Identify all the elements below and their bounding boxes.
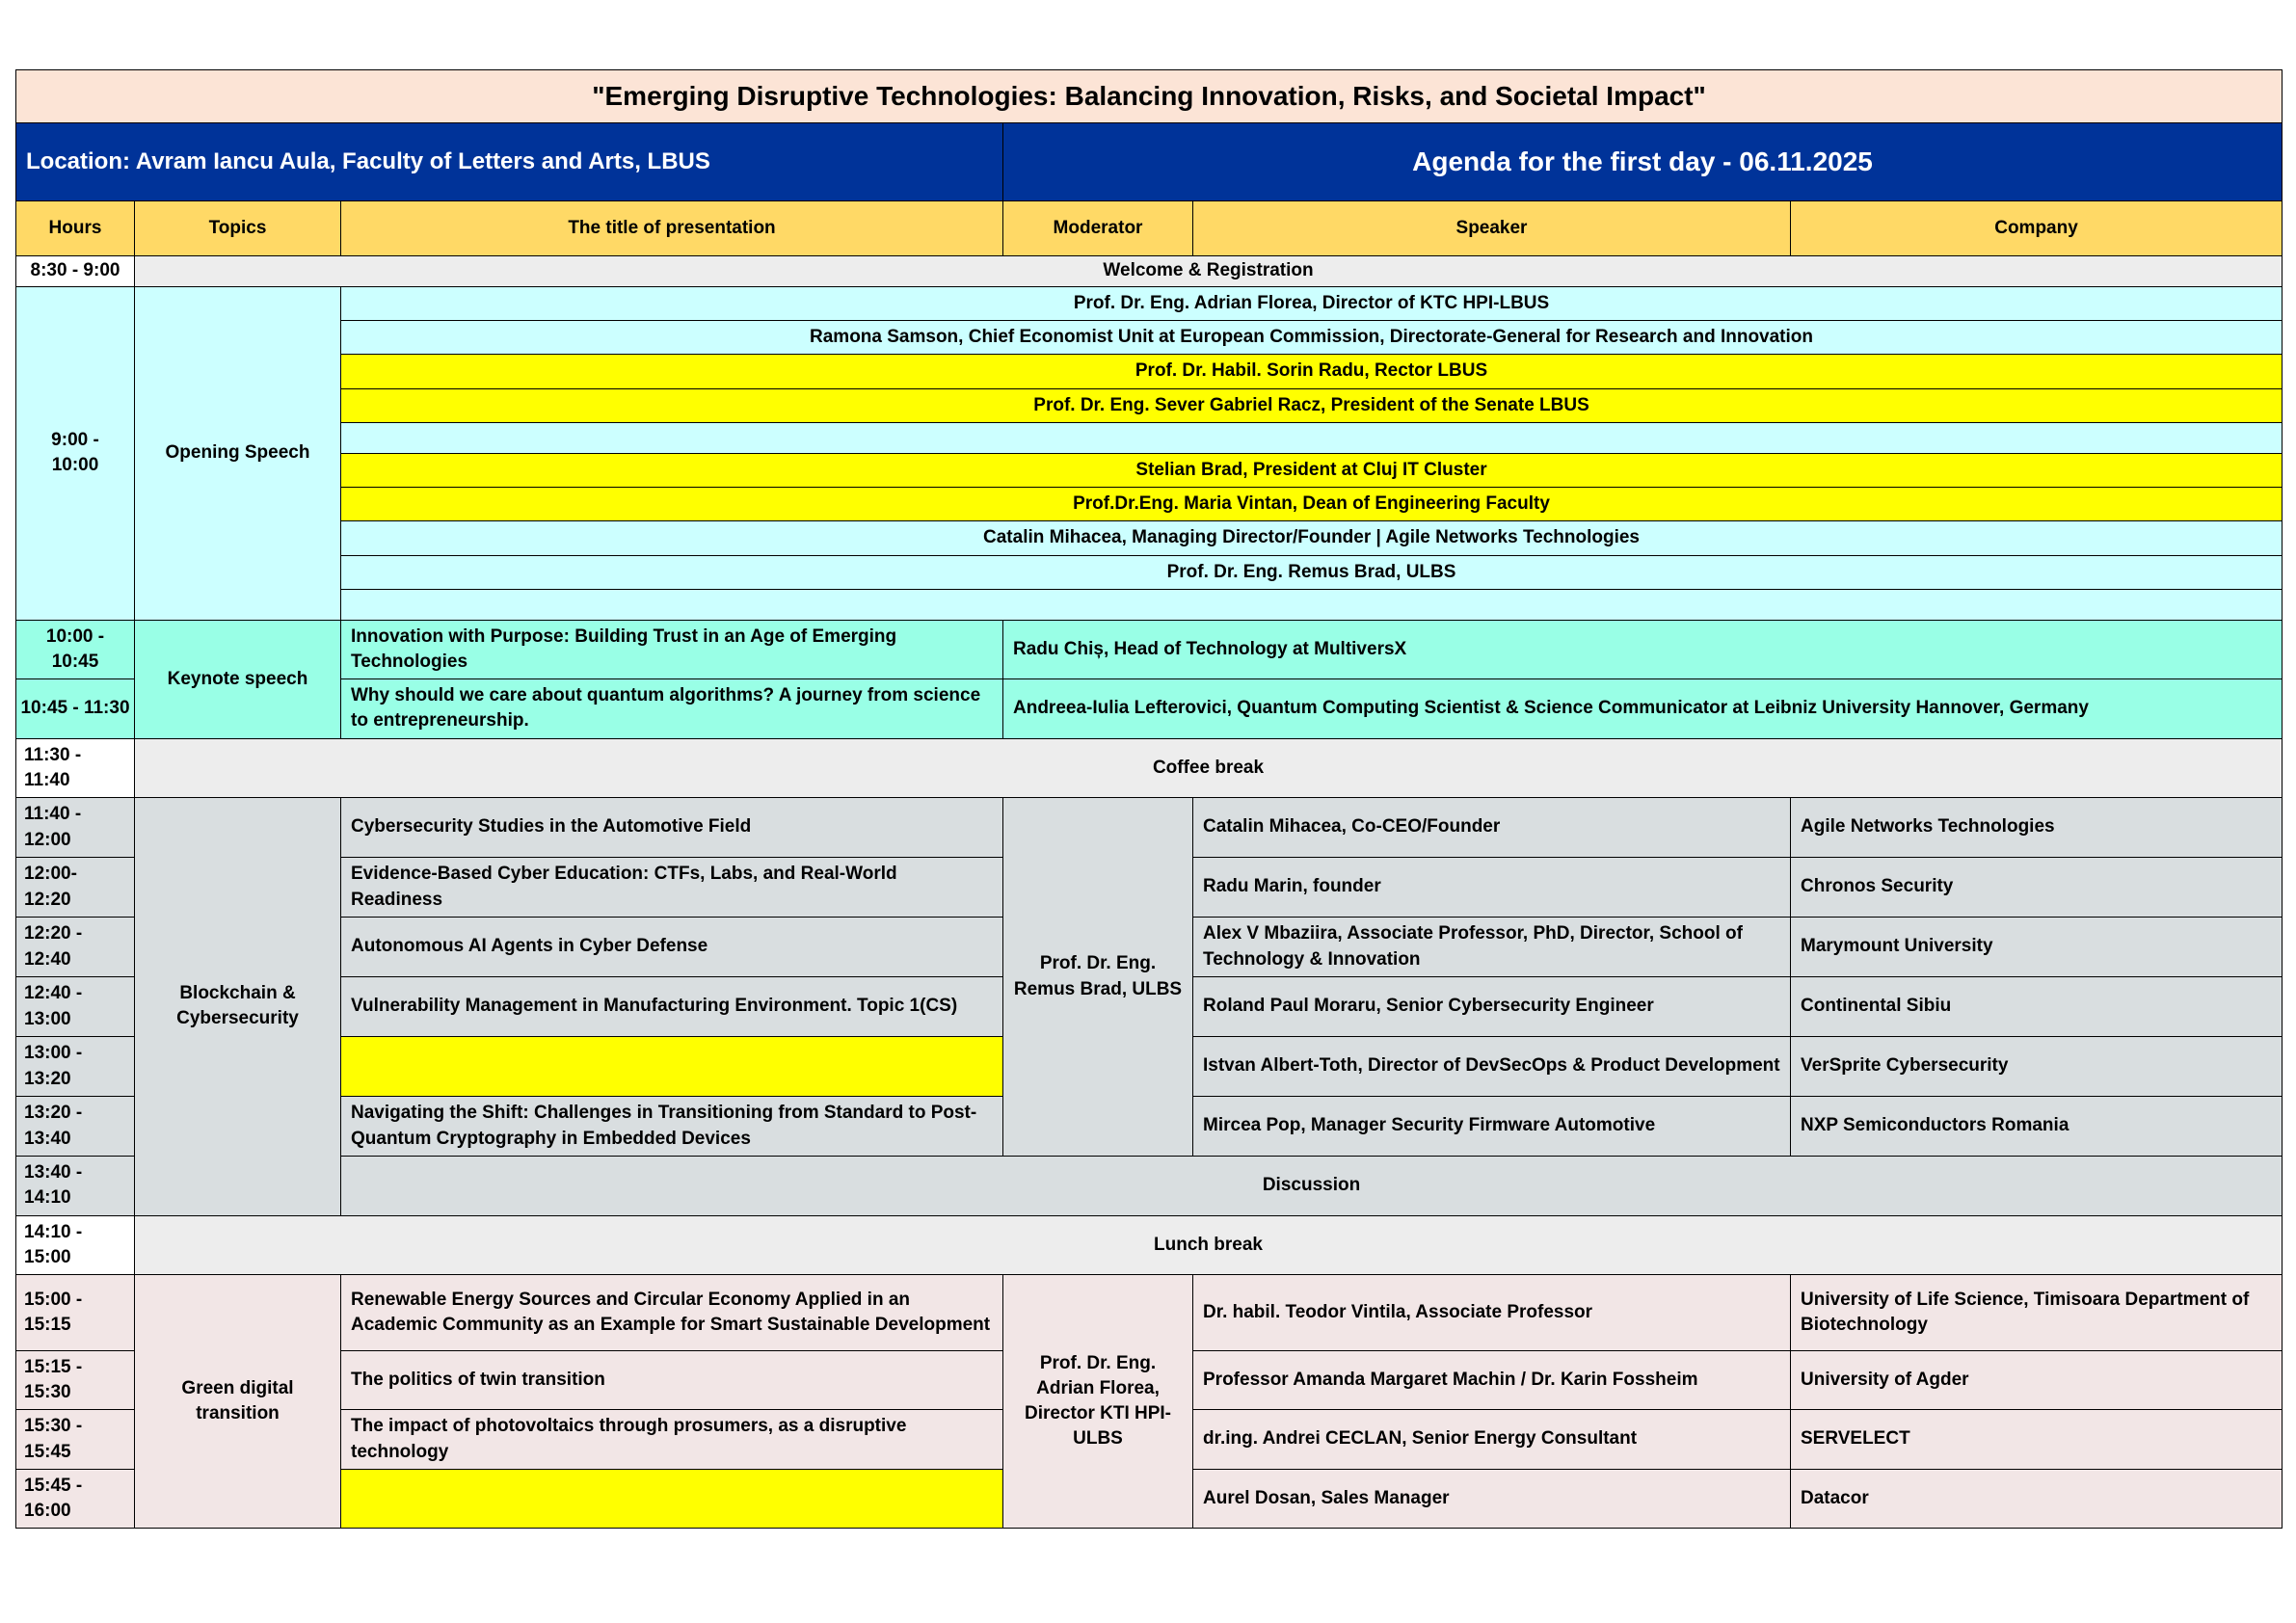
topic-cell: Keynote speech — [135, 620, 341, 738]
presentation-title: Why should we care about quantum algorithms? A journey from science to entrepreneurship. — [341, 679, 1003, 738]
company-cell: Agile Networks Technologies — [1791, 798, 2283, 858]
speaker-cell: Dr. habil. Teodor Vintila, Associate Professor — [1193, 1274, 1791, 1350]
conference-title: "Emerging Disruptive Technologies: Balancing Innovation, Risks, and Societal Impact" — [16, 70, 2283, 123]
cyber-row — [16, 798, 2283, 858]
speaker-cell: Mircea Pop, Manager Security Firmware Automotive — [1193, 1097, 1791, 1157]
speaker-cell: Istvan Albert-Toth, Director of DevSecOps & Product Development — [1193, 1037, 1791, 1097]
hours-cell: 14:10 - 15:00 — [16, 1215, 135, 1274]
column-header-row — [16, 201, 2283, 256]
hours-cell: 13:00 - 13:20 — [16, 1037, 135, 1097]
company-cell: Datacor — [1791, 1469, 2283, 1528]
header-moderator: Moderator — [1003, 201, 1193, 256]
presentation-title: The politics of twin transition — [341, 1350, 1003, 1409]
agenda-table — [15, 69, 2283, 1529]
break-label: Coffee break — [135, 738, 2283, 797]
opening-row — [16, 388, 2283, 422]
opening-speaker — [341, 589, 2283, 620]
header-hours: Hours — [16, 201, 135, 256]
hours-cell: 13:20 - 13:40 — [16, 1097, 135, 1157]
agenda-day-title: Agenda for the first day - 06.11.2025 — [1003, 123, 2283, 201]
green-row — [16, 1274, 2283, 1350]
presentation-title: Vulnerability Management in Manufacturing Environment. Topic 1(CS) — [341, 977, 1003, 1037]
hours-cell: 11:30 - 11:40 — [16, 738, 135, 797]
coffee-break-row — [16, 738, 2283, 797]
hours-cell: 15:45 - 16:00 — [16, 1469, 135, 1528]
header-topics: Topics — [135, 201, 341, 256]
welcome-label: Welcome & Registration — [135, 256, 2283, 287]
header-speaker: Speaker — [1193, 201, 1791, 256]
header-company: Company — [1791, 201, 2283, 256]
presentation-title: The impact of photovoltaics through prosumers, as a disruptive technology — [341, 1410, 1003, 1469]
speaker-cell: Radu Chiș, Head of Technology at MultiversX — [1003, 620, 2283, 678]
opening-speaker: Prof. Dr. Eng. Sever Gabriel Racz, President of the Senate LBUS — [341, 388, 2283, 422]
opening-row — [16, 287, 2283, 321]
hours-cell: 13:40 - 14:10 — [16, 1157, 135, 1215]
speaker-cell: Aurel Dosan, Sales Manager — [1193, 1469, 1791, 1528]
topic-cell: Green digital transition — [135, 1274, 341, 1528]
speaker-cell: Andreea-Iulia Lefterovici, Quantum Computing Scientist & Science Communicator at Leibniz University Hannover, Germany — [1003, 679, 2283, 738]
location-row — [16, 123, 2283, 201]
hours-cell: 9:00 - 10:00 — [16, 287, 135, 621]
topic-cell: Opening Speech — [135, 287, 341, 621]
presentation-title: Evidence-Based Cyber Education: CTFs, Labs, and Real-World Readiness — [341, 858, 1003, 918]
company-cell: Chronos Security — [1791, 858, 2283, 918]
discussion-row — [16, 1157, 2283, 1215]
break-label: Lunch break — [135, 1215, 2283, 1274]
opening-speaker: Prof. Dr. Eng. Adrian Florea, Director of KTC HPI-LBUS — [341, 287, 2283, 321]
company-cell: SERVELECT — [1791, 1410, 2283, 1469]
opening-row — [16, 521, 2283, 555]
hours-cell: 15:15 - 15:30 — [16, 1350, 135, 1409]
discussion-label: Discussion — [341, 1157, 2283, 1215]
speaker-cell: dr.ing. Andrei CECLAN, Senior Energy Consultant — [1193, 1410, 1791, 1469]
title-row — [16, 70, 2283, 123]
opening-row — [16, 355, 2283, 388]
presentation-title: Renewable Energy Sources and Circular Economy Applied in an Academic Community as an Example for Smart Sustainable Development — [341, 1274, 1003, 1350]
hours-cell: 12:40 - 13:00 — [16, 977, 135, 1037]
speaker-cell: Alex V Mbaziira, Associate Professor, PhD, Director, School of Technology & Innovation — [1193, 918, 1791, 977]
company-cell: Marymount University — [1791, 918, 2283, 977]
speaker-cell: Radu Marin, founder — [1193, 858, 1791, 918]
presentation-title — [341, 1037, 1003, 1097]
company-cell: VerSprite Cybersecurity — [1791, 1037, 2283, 1097]
location-label: Location: Avram Iancu Aula, Faculty of Letters and Arts, LBUS — [16, 123, 1003, 201]
presentation-title: Autonomous AI Agents in Cyber Defense — [341, 918, 1003, 977]
hours-cell: 12:20 - 12:40 — [16, 918, 135, 977]
topic-cell: Blockchain & Cybersecurity — [135, 798, 341, 1215]
opening-speaker: Prof.Dr.Eng. Maria Vintan, Dean of Engineering Faculty — [341, 488, 2283, 521]
header-presentation: The title of presentation — [341, 201, 1003, 256]
speaker-cell: Roland Paul Moraru, Senior Cybersecurity Engineer — [1193, 977, 1791, 1037]
company-cell: University of Life Science, Timisoara Department of Biotechnology — [1791, 1274, 2283, 1350]
company-cell: NXP Semiconductors Romania — [1791, 1097, 2283, 1157]
opening-row — [16, 488, 2283, 521]
opening-speaker — [341, 422, 2283, 453]
speaker-cell: Catalin Mihacea, Co-CEO/Founder — [1193, 798, 1791, 858]
welcome-row — [16, 256, 2283, 287]
hours-cell: 15:30 - 15:45 — [16, 1410, 135, 1469]
opening-row — [16, 453, 2283, 487]
opening-speaker: Catalin Mihacea, Managing Director/Founder | Agile Networks Technologies — [341, 521, 2283, 555]
presentation-title: Navigating the Shift: Challenges in Transitioning from Standard to Post-Quantum Cryptography in Embedded Devices — [341, 1097, 1003, 1157]
opening-row — [16, 321, 2283, 355]
hours-cell: 15:00 - 15:15 — [16, 1274, 135, 1350]
opening-speaker: Prof. Dr. Eng. Remus Brad, ULBS — [341, 555, 2283, 589]
opening-speaker: Ramona Samson, Chief Economist Unit at European Commission, Directorate-General for Research and Innovation — [341, 321, 2283, 355]
opening-row — [16, 555, 2283, 589]
keynote-row — [16, 679, 2283, 738]
lunch-break-row — [16, 1215, 2283, 1274]
hours-cell: 12:00- 12:20 — [16, 858, 135, 918]
company-cell: Continental Sibiu — [1791, 977, 2283, 1037]
opening-speaker: Stelian Brad, President at Cluj IT Cluster — [341, 453, 2283, 487]
presentation-title: Innovation with Purpose: Building Trust in an Age of Emerging Technologies — [341, 620, 1003, 678]
presentation-title — [341, 1469, 1003, 1528]
company-cell: University of Agder — [1791, 1350, 2283, 1409]
keynote-row — [16, 620, 2283, 678]
moderator-cell: Prof. Dr. Eng. Adrian Florea, Director KTI HPI-ULBS — [1003, 1274, 1193, 1528]
opening-speaker: Prof. Dr. Habil. Sorin Radu, Rector LBUS — [341, 355, 2283, 388]
hours-cell: 8:30 - 9:00 — [16, 256, 135, 287]
hours-cell: 10:00 - 10:45 — [16, 620, 135, 678]
speaker-cell: Professor Amanda Margaret Machin / Dr. Karin Fossheim — [1193, 1350, 1791, 1409]
presentation-title: Cybersecurity Studies in the Automotive Field — [341, 798, 1003, 858]
hours-cell: 11:40 - 12:00 — [16, 798, 135, 858]
opening-row — [16, 589, 2283, 620]
moderator-cell: Prof. Dr. Eng. Remus Brad, ULBS — [1003, 798, 1193, 1157]
hours-cell: 10:45 - 11:30 — [16, 679, 135, 738]
opening-row — [16, 422, 2283, 453]
